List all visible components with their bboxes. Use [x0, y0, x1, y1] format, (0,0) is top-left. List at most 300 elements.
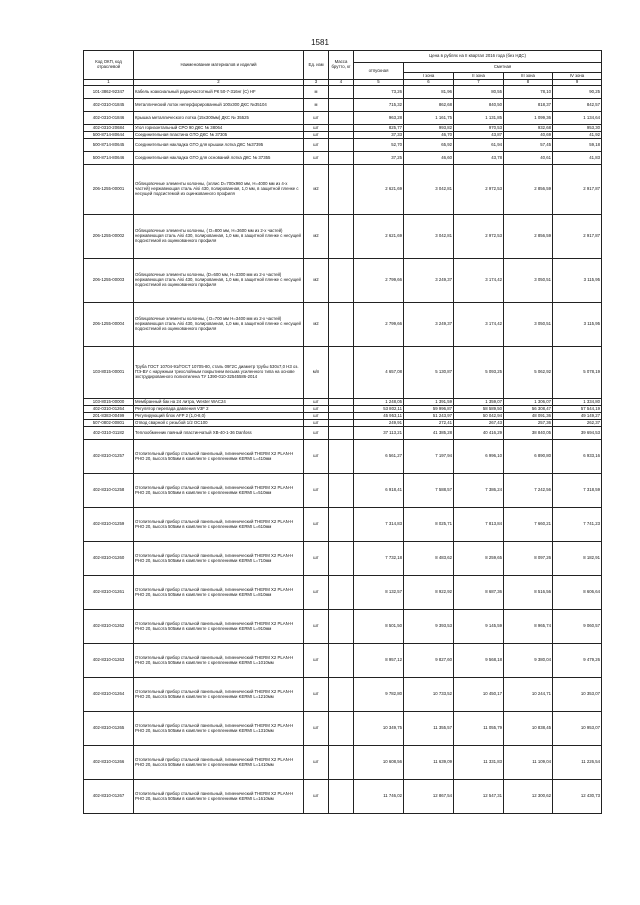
cell-name: Облицовочные элементы колонны, ( D=700 мм Н=3400 мм из 2-х частей) нержавеющая сталь Aisi 430, полированная, 1,0 мм, в защитной пленке с несущей подсистемой из оцинкованного профиля	[134, 303, 304, 347]
cell-z2: 3 174,42	[454, 259, 504, 303]
cell-z1: 9 393,53	[404, 610, 454, 644]
cell-release: 10 349,75	[354, 712, 404, 746]
cell-mass	[329, 152, 354, 165]
cell-release: 825,77	[354, 125, 404, 132]
table-row	[84, 99, 602, 112]
table-row	[84, 508, 602, 542]
cell-z2: 1 359,07	[454, 399, 504, 406]
cell-z4: 39 694,53	[553, 427, 602, 440]
cell-z1: 59 996,87	[404, 406, 454, 413]
cell-z1: 65,92	[404, 139, 454, 152]
cell-z3: 8 097,26	[504, 542, 553, 576]
table-row	[84, 712, 602, 746]
header-mass: Масса брутто, кг	[329, 51, 354, 80]
col-index: 1	[84, 80, 134, 86]
cell-z3: 12 300,62	[504, 780, 553, 814]
cell-z2: 7 813,84	[454, 508, 504, 542]
cell-unit: м2	[304, 259, 329, 303]
cell-unit: м2	[304, 215, 329, 259]
cell-z4: 2 917,87	[553, 165, 602, 215]
cell-name: Отопительный прибор стальной панельный, гигиенический THERM X2 PLAN-H PHO 20, высота 505мм в комплекте с креплениями KERMI L=1210мм	[134, 678, 304, 712]
col-index: 6	[404, 80, 454, 86]
cell-z3: 10 244,71	[504, 678, 553, 712]
cell-mass	[329, 99, 354, 112]
cell-code: 402-8310-01263	[84, 644, 134, 678]
cell-name: Угол горизонтальный СРО 90 ДКС № 38064	[134, 125, 304, 132]
cell-release: 7 314,83	[354, 508, 404, 542]
cell-z3: 56 308,47	[504, 406, 553, 413]
header-name: Наименование материалов и изделий	[134, 51, 304, 80]
cell-code: 201-8383-00499	[84, 413, 134, 420]
cell-name: Мембранный бак на 24 литра, Wester WAC24	[134, 399, 304, 406]
header-zone-4: IV зона	[553, 73, 602, 80]
cell-z4: 8 606,64	[553, 576, 602, 610]
cell-z4: 6 933,16	[553, 440, 602, 474]
cell-mass	[329, 215, 354, 259]
col-index: 8	[504, 80, 553, 86]
cell-unit: шт	[304, 508, 329, 542]
header-zone-1: I зона	[404, 73, 454, 80]
cell-unit: шт	[304, 474, 329, 508]
cell-mass	[329, 474, 354, 508]
col-index: 4	[329, 80, 354, 86]
cell-z2: 8 687,36	[454, 576, 504, 610]
cell-z3: 10 838,45	[504, 712, 553, 746]
table-row	[84, 440, 602, 474]
table-row	[84, 152, 602, 165]
cell-code: 500-8714-80644	[84, 132, 134, 139]
table-row	[84, 427, 602, 440]
cell-z4: 10 953,07	[553, 712, 602, 746]
cell-release: 963,28	[354, 112, 404, 125]
header-estimate: Сметная	[404, 63, 602, 73]
cell-z1: 272,41	[404, 420, 454, 427]
cell-code: 103-8015-00001	[84, 347, 134, 399]
cell-z1: 993,82	[404, 125, 454, 132]
cell-mass	[329, 420, 354, 427]
cell-code: 206-1255-00002	[84, 215, 134, 259]
cell-z2: 5 093,25	[454, 347, 504, 399]
cell-z2: 61,94	[454, 139, 504, 152]
table-row	[84, 132, 602, 139]
cell-name: Отопительный прибор стальной панельный, гигиенический THERM X2 PLAN-H PHO 20, высота 505мм в комплекте с креплениями KERMI L=1010мм	[134, 644, 304, 678]
cell-mass	[329, 413, 354, 420]
cell-unit: шт	[304, 542, 329, 576]
cell-z2: 2 972,53	[454, 165, 504, 215]
cell-z2: 6 996,10	[454, 440, 504, 474]
cell-release: 45 953,11	[354, 413, 404, 420]
cell-z4: 10 353,07	[553, 678, 602, 712]
cell-z3: 78,10	[504, 86, 553, 99]
cell-unit: шт	[304, 780, 329, 814]
cell-z4: 7 741,23	[553, 508, 602, 542]
col-index: 7	[454, 80, 504, 86]
cell-z4: 842,57	[553, 99, 602, 112]
table-row	[84, 86, 602, 99]
cell-mass	[329, 399, 354, 406]
cell-mass	[329, 125, 354, 132]
cell-z1: 1 161,75	[404, 112, 454, 125]
cell-release: 2 621,69	[354, 215, 404, 259]
cell-z3: 7 242,56	[504, 474, 553, 508]
cell-code: 402-8310-01259	[84, 508, 134, 542]
cell-unit: шт	[304, 399, 329, 406]
cell-z2: 8 259,65	[454, 542, 504, 576]
cell-z4: 57 544,19	[553, 406, 602, 413]
table-row	[84, 746, 602, 780]
cell-z2: 9 145,59	[454, 610, 504, 644]
cell-z2: 43,78	[454, 152, 504, 165]
cell-code: 206-1255-00003	[84, 259, 134, 303]
cell-z3: 40,69	[504, 132, 553, 139]
cell-release: 4 657,08	[354, 347, 404, 399]
col-index: 3	[304, 80, 329, 86]
col-index: 5	[354, 80, 404, 86]
cell-z1: 3 249,37	[404, 303, 454, 347]
cell-mass	[329, 508, 354, 542]
header-unit: Ед. изм	[304, 51, 329, 80]
cell-mass	[329, 780, 354, 814]
cell-z2: 1 131,85	[454, 112, 504, 125]
cell-release: 11 746,02	[354, 780, 404, 814]
table-row	[84, 303, 602, 347]
cell-name: Отопительный прибор стальной панельный, гигиенический THERM X2 PLAN-H PHO 20, высота 505мм в комплекте с креплениями KERMI L=1410мм	[134, 746, 304, 780]
cell-code: 402-8310-01261	[84, 576, 134, 610]
table-row	[84, 610, 602, 644]
cell-release: 8 132,57	[354, 576, 404, 610]
cell-z3: 2 856,59	[504, 215, 553, 259]
cell-mass	[329, 259, 354, 303]
cell-z2: 9 568,18	[454, 644, 504, 678]
cell-name: Отопительный прибор стальной панельный, гигиенический THERM X2 PLAN-H PHO 20, высота 505мм в комплекте с креплениями KERMI L=410мм	[134, 440, 304, 474]
table-row	[84, 474, 602, 508]
cell-z3: 6 890,80	[504, 440, 553, 474]
cell-code: 500-8714-80646	[84, 152, 134, 165]
cell-z3: 257,36	[504, 420, 553, 427]
cell-z1: 46,70	[404, 132, 454, 139]
table-row	[84, 678, 602, 712]
table-row	[84, 413, 602, 420]
table-row	[84, 420, 602, 427]
cell-mass	[329, 440, 354, 474]
cell-code: 402-8310-01264	[84, 678, 134, 712]
cell-release: 10 608,56	[354, 746, 404, 780]
cell-z2: 80,55	[454, 86, 504, 99]
cell-z3: 57,45	[504, 139, 553, 152]
cell-name: Отопительный прибор стальной панельный, гигиенический THERM X2 PLAN-H PHO 20, высота 505мм в комплекте с креплениями KERMI L=610мм	[134, 508, 304, 542]
cell-z2: 12 547,31	[454, 780, 504, 814]
table-row	[84, 259, 602, 303]
cell-unit: шт	[304, 125, 329, 132]
cell-mass	[329, 576, 354, 610]
cell-unit: шт	[304, 413, 329, 420]
cell-mass	[329, 746, 354, 780]
cell-name: Металлический лоток неперфорированный 100х300 ДКС №35104	[134, 99, 304, 112]
cell-z2: 970,53	[454, 125, 504, 132]
cell-z4: 1 134,64	[553, 112, 602, 125]
cell-unit: шт	[304, 610, 329, 644]
cell-z1: 9 827,60	[404, 644, 454, 678]
cell-mass	[329, 427, 354, 440]
cell-z4: 3 115,95	[553, 303, 602, 347]
cell-mass	[329, 712, 354, 746]
cell-z4: 953,30	[553, 125, 602, 132]
table-row	[84, 399, 602, 406]
cell-name: Отопительный прибор стальной панельный, гигиенический THERM X2 PLAN-H PHO 20, высота 505мм в комплекте с креплениями KERMI L=510мм	[134, 474, 304, 508]
cell-z4: 49 149,27	[553, 413, 602, 420]
col-index: 2	[134, 80, 304, 86]
cell-code: 402-8310-01262	[84, 610, 134, 644]
cell-z2: 11 331,83	[454, 746, 504, 780]
cell-code: 101-3862-92347	[84, 86, 134, 99]
cell-z1: 51 243,97	[404, 413, 454, 420]
cell-name: Соединительная накладка GTO для крышки лотка ДКС №37395	[134, 139, 304, 152]
cell-release: 6 561,27	[354, 440, 404, 474]
header-code: Код ОКП, код отраслевой	[84, 51, 134, 80]
cell-name: Теплообменник паяный пластинчатый ХВ-40-1-36 Danfoss	[134, 427, 304, 440]
cell-code: 402-0310-20684	[84, 125, 134, 132]
cell-release: 8 501,50	[354, 610, 404, 644]
cell-z3: 1 306,07	[504, 399, 553, 406]
cell-z3: 5 062,92	[504, 347, 553, 399]
price-table	[83, 50, 602, 814]
cell-name: Отопительный прибор стальной панельный, гигиенический THERM X2 PLAN-H PHO 20, высота 505мм в комплекте с креплениями KERMI L=810мм	[134, 576, 304, 610]
cell-release: 9 782,80	[354, 678, 404, 712]
cell-z3: 11 109,04	[504, 746, 553, 780]
cell-z1: 7 197,94	[404, 440, 454, 474]
cell-code: 402-0310-01182	[84, 427, 134, 440]
cell-unit: шт	[304, 440, 329, 474]
cell-z4: 59,18	[553, 139, 602, 152]
cell-name: Облицовочные элементы колонны, ( D=800 мм, Н=3600 мм из 2-х частей) нержавеющая сталь Aisi 430, полированная, 1,0 мм, в защитной пленке с несущей подсистемой из оцинкованного профиля	[134, 215, 304, 259]
cell-code: 402-8310-01260	[84, 542, 134, 576]
cell-z3: 1 099,36	[504, 112, 553, 125]
cell-release: 249,91	[354, 420, 404, 427]
cell-unit: шт	[304, 420, 329, 427]
cell-name: Отопительный прибор стальной панельный, гигиенический THERM X2 PLAN-H PHO 20, высота 505мм в комплекте с креплениями KERMI L=910мм	[134, 610, 304, 644]
cell-unit: шт	[304, 406, 329, 413]
cell-name: Отопительный прибор стальной панельный, гигиенический THERM X2 PLAN-H PHO 20, высота 505мм в комплекте с креплениями KERMI L=710мм	[134, 542, 304, 576]
cell-mass	[329, 139, 354, 152]
cell-mass	[329, 406, 354, 413]
header-release: отпускная	[354, 63, 404, 80]
cell-z2: 3 174,42	[454, 303, 504, 347]
cell-z3: 932,68	[504, 125, 553, 132]
cell-z2: 267,43	[454, 420, 504, 427]
cell-mass	[329, 644, 354, 678]
cell-z1: 46,60	[404, 152, 454, 165]
cell-z2: 2 972,53	[454, 215, 504, 259]
cell-z4: 1 334,80	[553, 399, 602, 406]
table-row	[84, 347, 602, 399]
cell-z4: 41,83	[553, 152, 602, 165]
cell-unit: м2	[304, 165, 329, 215]
cell-unit: м	[304, 99, 329, 112]
cell-unit: шт	[304, 746, 329, 780]
cell-code: 206-1255-00001	[84, 165, 134, 215]
cell-mass	[329, 347, 354, 399]
cell-z1: 11 639,09	[404, 746, 454, 780]
cell-name: Облицовочные элементы колонны, (D=600 мм, Н=3300 мм из 2-х частей) нержавеющая сталь Aisi 430, полированная, 1,0 мм, в защитной пленке с несущей подсистемой из оцинкованного профиля	[134, 259, 304, 303]
cell-mass	[329, 610, 354, 644]
cell-release: 2 799,66	[354, 303, 404, 347]
cell-release: 53 802,11	[354, 406, 404, 413]
table-row	[84, 406, 602, 413]
cell-z3: 7 660,21	[504, 508, 553, 542]
cell-release: 37 113,21	[354, 427, 404, 440]
cell-z4: 5 078,19	[553, 347, 602, 399]
cell-z3: 38 840,05	[504, 427, 553, 440]
table-row	[84, 112, 602, 125]
cell-name: Облицовочные элементы колонны, (эллис D=700х960 мм, Н=4000 мм из 4-х частей) нержавеющая сталь Aisi 430, полированная, 1,0 мм, в защитной пленке с несущей подсистемой из оцинкованного профиля	[134, 165, 304, 215]
cell-z1: 11 355,57	[404, 712, 454, 746]
page-number: 1581	[311, 38, 329, 47]
cell-z3: 8 516,56	[504, 576, 553, 610]
cell-z4: 8 182,91	[553, 542, 602, 576]
cell-z4: 9 479,26	[553, 644, 602, 678]
cell-z4: 41,92	[553, 132, 602, 139]
cell-unit: шт	[304, 678, 329, 712]
cell-unit: шт	[304, 427, 329, 440]
cell-name: Соединительная накладка GTO для оснований лотка ДКС № 37355	[134, 152, 304, 165]
cell-release: 7 732,18	[354, 542, 404, 576]
cell-mass	[329, 542, 354, 576]
cell-mass	[329, 165, 354, 215]
cell-name: Отвод сварной с резьбой 1/2 ОС100	[134, 420, 304, 427]
cell-z1: 5 130,87	[404, 347, 454, 399]
cell-mass	[329, 132, 354, 139]
cell-mass	[329, 112, 354, 125]
cell-release: 73,26	[354, 86, 404, 99]
cell-release: 1 248,05	[354, 399, 404, 406]
cell-code: 507-0802-00801	[84, 420, 134, 427]
cell-mass	[329, 303, 354, 347]
cell-name: Регулятор перепада давления V3F 2	[134, 406, 304, 413]
header-zone-3: III зона	[504, 73, 553, 80]
cell-z3: 9 380,04	[504, 644, 553, 678]
cell-mass	[329, 678, 354, 712]
cell-code: 402-0310-01845	[84, 99, 134, 112]
cell-name: Кабель коаксиальный радиочастотный РК 50-7-316нг (С) HF	[134, 86, 304, 99]
cell-name: Отопительный прибор стальной панельный, гигиенический THERM X2 PLAN-H PHO 20, высота 505мм в комплекте с креплениями KERMI L=1310мм	[134, 712, 304, 746]
col-index: 9	[553, 80, 602, 86]
cell-z3: 818,37	[504, 99, 553, 112]
cell-z3: 2 856,59	[504, 165, 553, 215]
header-price-title: Цена в рублях на II квартал 2016 года (без НДС)	[354, 51, 602, 63]
cell-z4: 11 226,54	[553, 746, 602, 780]
cell-code: 402-8310-01257	[84, 440, 134, 474]
cell-code: 402-8310-01267	[84, 780, 134, 814]
header-zone-2: II зона	[454, 73, 504, 80]
cell-z2: 11 055,79	[454, 712, 504, 746]
cell-z1: 8 025,71	[404, 508, 454, 542]
table-row	[84, 542, 602, 576]
cell-name: Крышка металлического лотка (15х300мм) ДКС № 35525	[134, 112, 304, 125]
cell-z1: 3 042,81	[404, 215, 454, 259]
cell-z4: 3 115,95	[553, 259, 602, 303]
table-row	[84, 215, 602, 259]
cell-z1: 862,68	[404, 99, 454, 112]
table-row	[84, 576, 602, 610]
cell-z1: 3 042,81	[404, 165, 454, 215]
cell-unit: м/п	[304, 347, 329, 399]
cell-code: 402-8310-01266	[84, 746, 134, 780]
cell-z1: 8 922,92	[404, 576, 454, 610]
cell-unit: шт	[304, 139, 329, 152]
cell-z4: 9 060,57	[553, 610, 602, 644]
cell-name: Труба ГОСТ 10704-91/ГОСТ 10705-80, сталь 09Г2С диаметр трубы 530х7,0 НЗ оз. ПЭ-ВУ с наружным трехслойным покрытием весьма усиленного типа на основе экструдированного полиэтилена ТУ 1390-010-32545586-2014	[134, 347, 304, 399]
cell-name: Соединительная пластина GTO ДКС № 37305	[134, 132, 304, 139]
cell-code: 402-8310-01258	[84, 474, 134, 508]
cell-z3: 3 050,51	[504, 303, 553, 347]
cell-code: 103-8015-00000	[84, 399, 134, 406]
cell-z1: 10 733,52	[404, 678, 454, 712]
cell-name: Отопительный прибор стальной панельный, гигиенический THERM X2 PLAN-H PHO 20, высота 505мм в комплекте с креплениями KERMI L=1610мм	[134, 780, 304, 814]
cell-unit: м2	[304, 303, 329, 347]
cell-unit: шт	[304, 712, 329, 746]
cell-z2: 50 042,94	[454, 413, 504, 420]
table-row	[84, 644, 602, 678]
cell-z2: 43,87	[454, 132, 504, 139]
cell-code: 402-0310-01264	[84, 406, 134, 413]
cell-unit: шт	[304, 152, 329, 165]
cell-code: 402-0310-01846	[84, 112, 134, 125]
cell-release: 8 957,12	[354, 644, 404, 678]
cell-z2: 7 386,24	[454, 474, 504, 508]
cell-z2: 840,50	[454, 99, 504, 112]
cell-z4: 7 318,59	[553, 474, 602, 508]
cell-z1: 7 588,57	[404, 474, 454, 508]
cell-z2: 40 416,29	[454, 427, 504, 440]
cell-release: 6 918,41	[354, 474, 404, 508]
cell-z1: 41 385,28	[404, 427, 454, 440]
table-row	[84, 139, 602, 152]
cell-z2: 10 450,17	[454, 678, 504, 712]
cell-z1: 1 391,59	[404, 399, 454, 406]
cell-unit: шт	[304, 132, 329, 139]
cell-release: 52,70	[354, 139, 404, 152]
cell-z4: 12 430,73	[553, 780, 602, 814]
cell-z3: 48 091,36	[504, 413, 553, 420]
cell-release: 2 621,69	[354, 165, 404, 215]
cell-z4: 262,37	[553, 420, 602, 427]
cell-unit: шт	[304, 576, 329, 610]
cell-unit: шт	[304, 644, 329, 678]
table-row	[84, 165, 602, 215]
cell-release: 37,33	[354, 132, 404, 139]
cell-release: 37,25	[354, 152, 404, 165]
cell-release: 715,32	[354, 99, 404, 112]
cell-z3: 40,61	[504, 152, 553, 165]
cell-mass	[329, 86, 354, 99]
cell-unit: м	[304, 86, 329, 99]
table-row	[84, 780, 602, 814]
cell-code: 402-8310-01265	[84, 712, 134, 746]
cell-z1: 12 867,54	[404, 780, 454, 814]
cell-z2: 58 589,50	[454, 406, 504, 413]
cell-z1: 8 483,62	[404, 542, 454, 576]
cell-unit: шт	[304, 112, 329, 125]
cell-release: 2 799,66	[354, 259, 404, 303]
cell-z3: 3 050,51	[504, 259, 553, 303]
table-row	[84, 125, 602, 132]
cell-code: 500-8714-80645	[84, 139, 134, 152]
cell-z1: 81,96	[404, 86, 454, 99]
cell-z4: 90,25	[553, 86, 602, 99]
cell-z4: 2 917,87	[553, 215, 602, 259]
cell-z3: 8 965,74	[504, 610, 553, 644]
cell-z1: 3 249,37	[404, 259, 454, 303]
